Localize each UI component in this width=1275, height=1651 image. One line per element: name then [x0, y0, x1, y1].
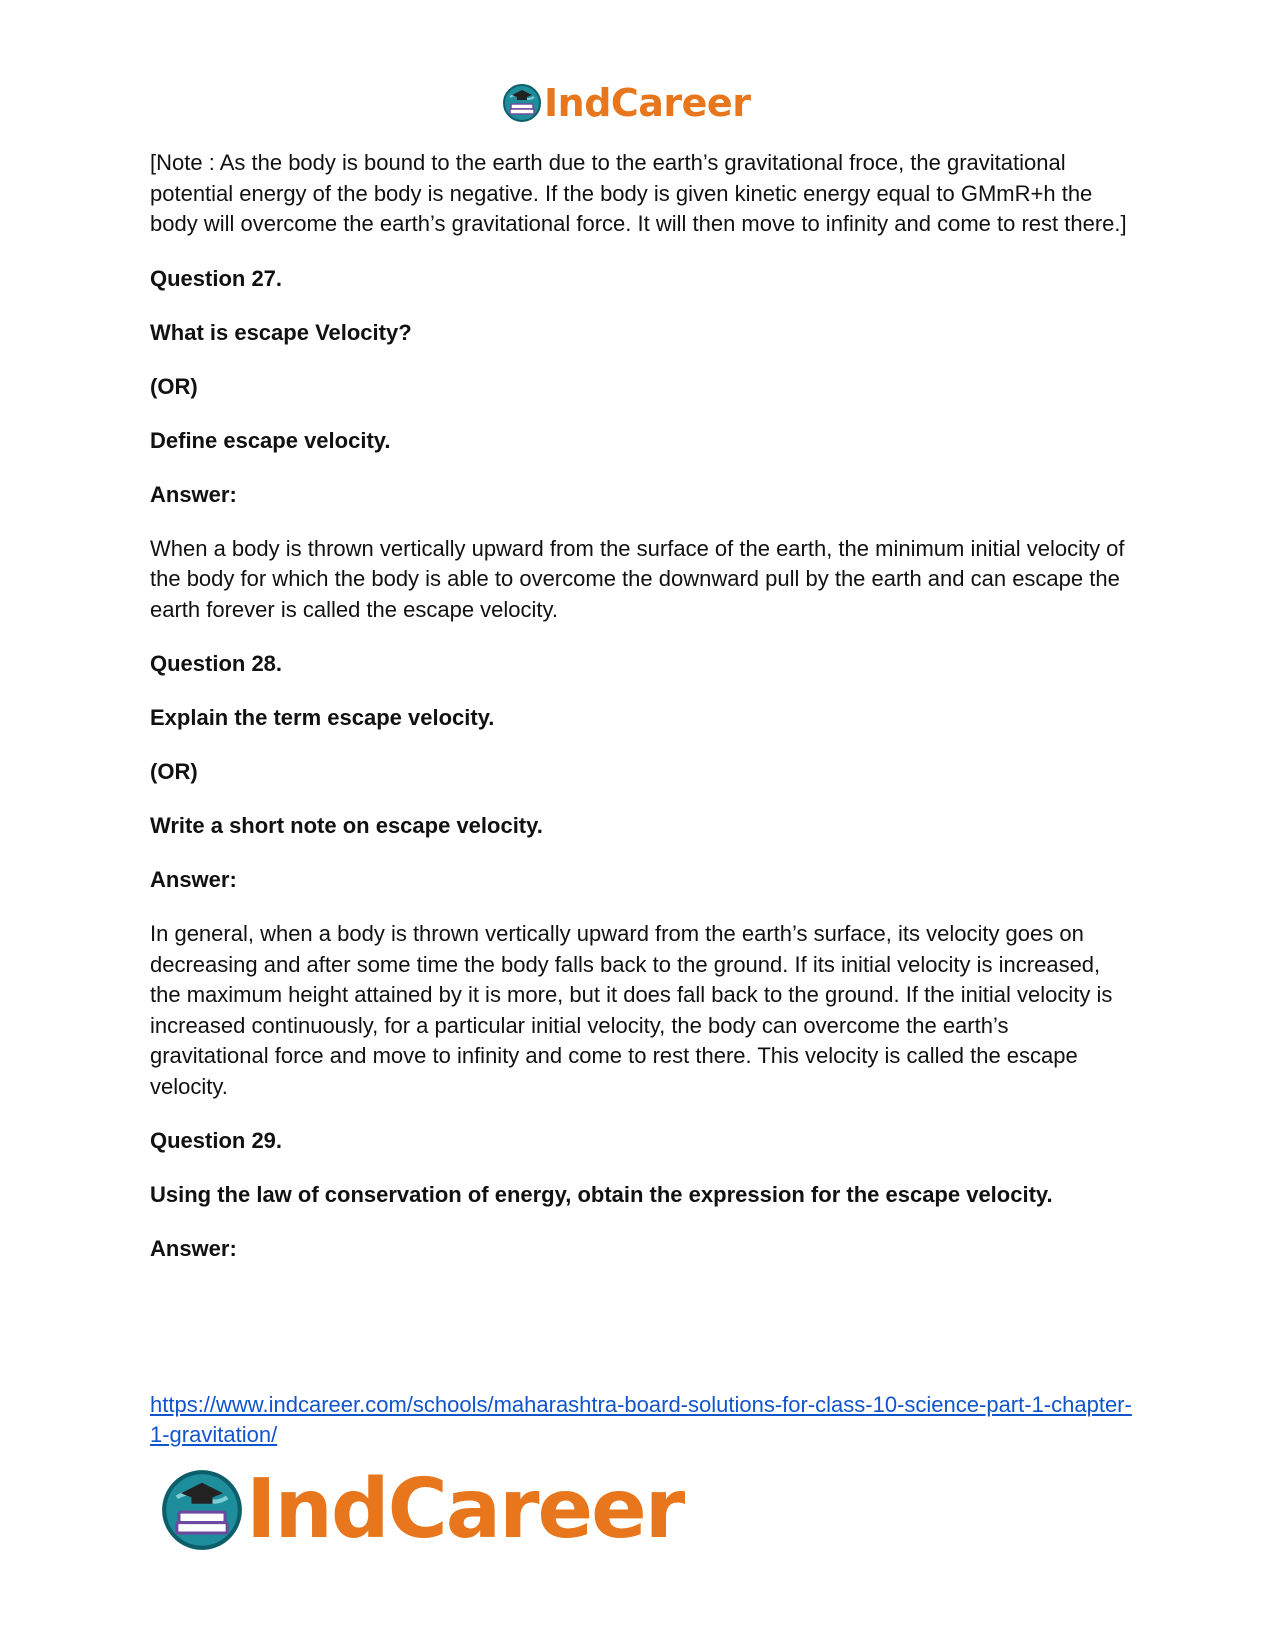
header-logo-text: IndCareer	[544, 81, 751, 125]
question-27-text: What is escape Velocity?	[150, 319, 412, 345]
question-27-answer: When a body is thrown vertically upward from the surface of the earth, the minimum initial velocity of the body for which the body is able to overcome the downward pull by the earth and can escape the earth forever is called the escape velocity.	[150, 535, 1125, 622]
source-link[interactable]: https://www.indcareer.com/schools/maharashtra-board-solutions-for-class-10-science-part-1-chapter-1-gravitation/	[150, 1392, 1132, 1447]
question-27-label: Question 27.	[150, 265, 283, 291]
globe-book-icon	[502, 83, 542, 123]
question-28-text: Explain the term escape velocity.	[150, 705, 495, 730]
question-29-answer-label: Answer:	[150, 1236, 237, 1261]
question-28-label: Question 28.	[150, 651, 283, 676]
question-28-or: (OR)	[150, 759, 198, 784]
main-content	[150, 148, 1130, 1288]
note-paragraph: [Note : As the body is bound to the earth due to the earth’s gravitational froce, the gravitational potential energy of the body is negative. If the body is given kinetic energy equal to GMmR+h the body will overcome the earth’s gravitational force. It will then move to infinity and come to rest there.]	[150, 150, 1127, 236]
question-27-alt-text: Define escape velocity.	[150, 427, 391, 453]
question-29-text: Using the law of conservation of energy, obtain the expression for the escape velocity.	[150, 1182, 1053, 1207]
question-27-or: (OR)	[150, 373, 198, 399]
question-27-answer-label: Answer:	[150, 481, 237, 507]
question-28-answer: In general, when a body is thrown vertically upward from the earth’s surface, its velocity goes on decreasing and after some time the body falls back to the ground. If its initial velocity is increased, the maximum height attained by it is more, but it does fall back to the ground. If the initial velocity is increased continuously, for a particular initial velocity, the body can overcome the earth’s gravitational force and move to infinity and come to rest there. This velocity is called the escape velocity.	[150, 921, 1113, 1099]
footer-logo	[160, 1460, 683, 1560]
question-29-label: Question 29.	[150, 1128, 283, 1153]
question-28-alt-text: Write a short note on escape velocity.	[150, 813, 543, 838]
footer-logo-text: IndCareer	[246, 1462, 684, 1557]
globe-book-icon	[160, 1468, 244, 1552]
header-logo	[502, 80, 750, 126]
question-28-answer-label: Answer:	[150, 867, 237, 892]
